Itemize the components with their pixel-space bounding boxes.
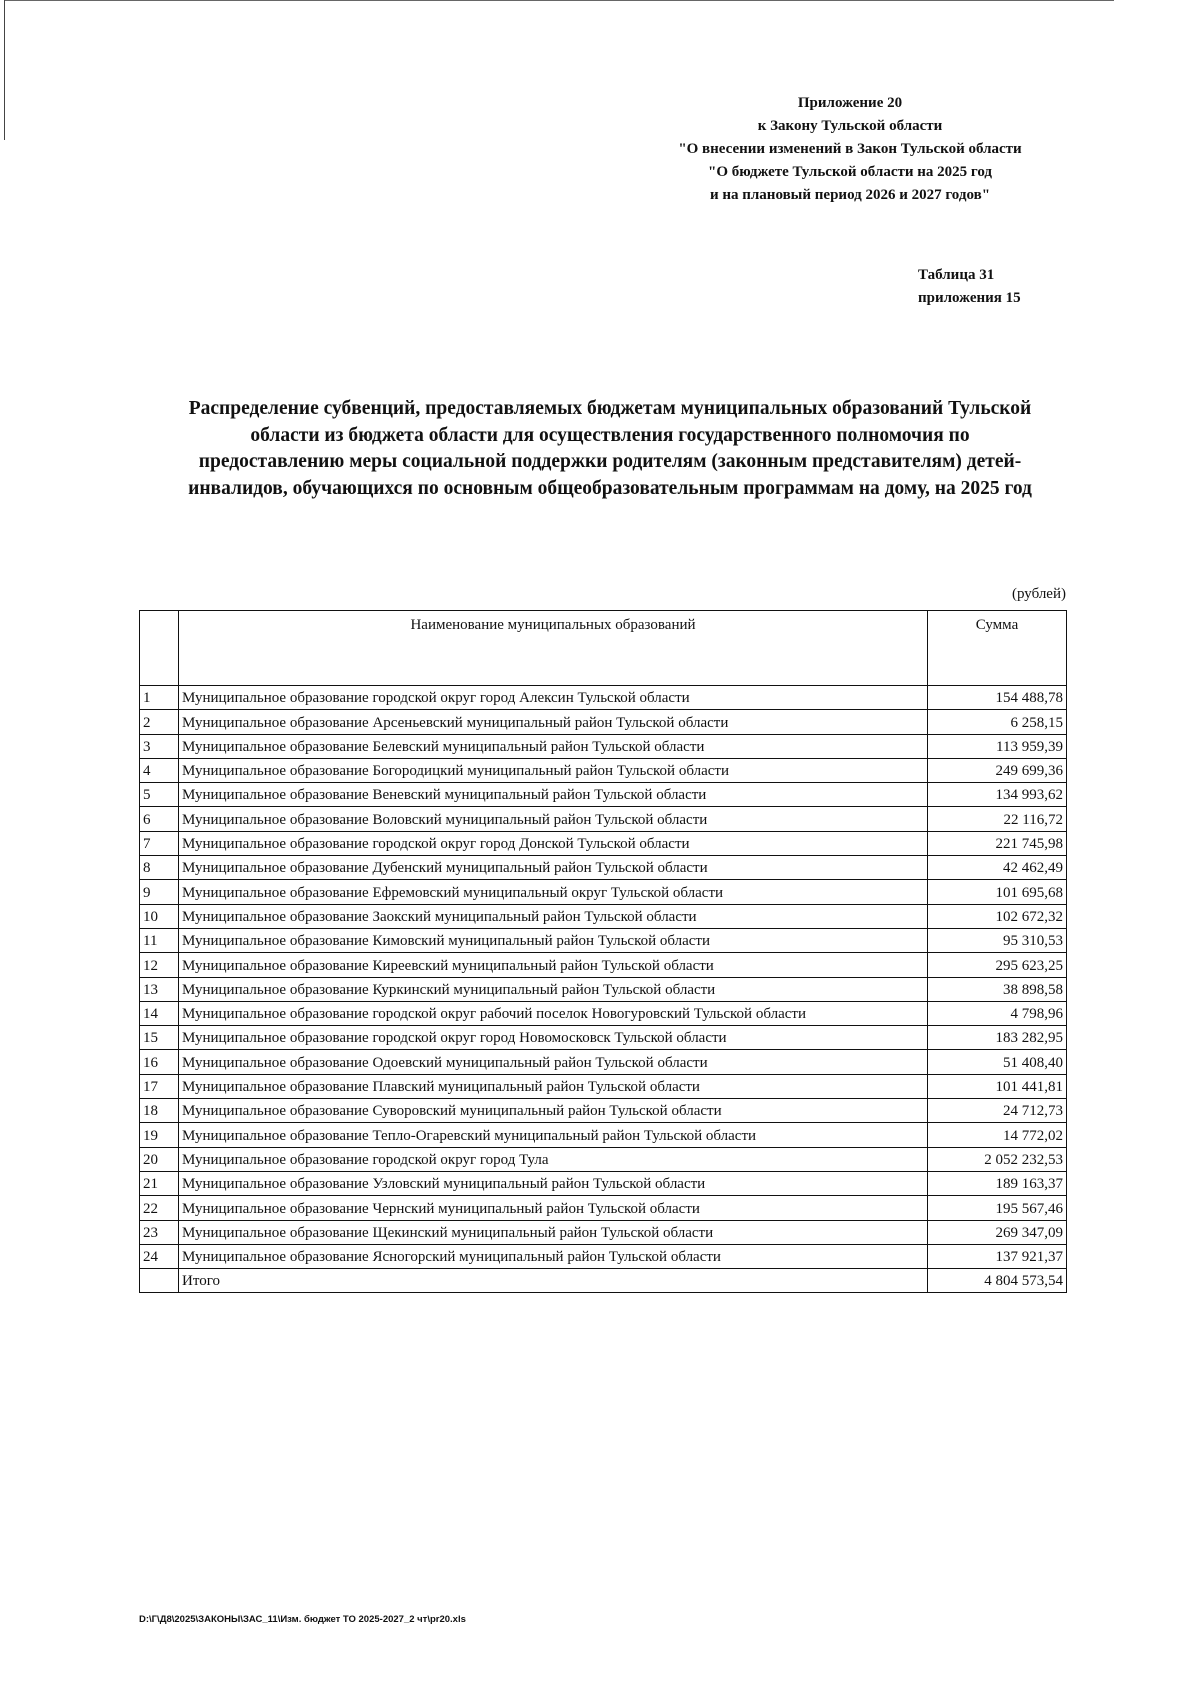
table-row xyxy=(140,1099,1067,1123)
table-row xyxy=(140,734,1067,758)
table-row xyxy=(140,831,1067,855)
table-row xyxy=(140,1123,1067,1147)
row-sum: 113 959,39 xyxy=(928,734,1067,758)
row-name: Муниципальное образование Белевский муниципальный район Тульской области xyxy=(179,734,928,758)
row-num: 13 xyxy=(140,977,179,1001)
row-name: Муниципальное образование Дубенский муниципальный район Тульской области xyxy=(179,856,928,880)
appendix-line: и на плановый период 2026 и 2027 годов" xyxy=(709,187,991,203)
table-row xyxy=(140,880,1067,904)
table-row xyxy=(140,807,1067,831)
table-row xyxy=(140,1147,1067,1171)
row-name: Муниципальное образование Узловский муниципальный район Тульской области xyxy=(179,1171,928,1195)
row-sum: 101 441,81 xyxy=(928,1074,1067,1098)
header-name: Наименование муниципальных образований xyxy=(179,611,928,686)
row-name: Муниципальное образование Суворовский муниципальный район Тульской области xyxy=(179,1099,928,1123)
row-sum: 14 772,02 xyxy=(928,1123,1067,1147)
row-num: 14 xyxy=(140,1001,179,1025)
total-num xyxy=(140,1269,179,1293)
appendix-line: "О бюджете Тульской области на 2025 год xyxy=(708,164,992,180)
table-header-row xyxy=(140,611,1067,686)
row-sum: 51 408,40 xyxy=(928,1050,1067,1074)
row-sum: 295 623,25 xyxy=(928,953,1067,977)
table-row xyxy=(140,710,1067,734)
row-name: Муниципальное образование Киреевский муниципальный район Тульской области xyxy=(179,953,928,977)
row-name: Муниципальное образование Щекинский муниципальный район Тульской области xyxy=(179,1220,928,1244)
row-sum: 101 695,68 xyxy=(928,880,1067,904)
row-name: Муниципальное образование Богородицкий муниципальный район Тульской области xyxy=(179,758,928,782)
row-num: 9 xyxy=(140,880,179,904)
row-num: 10 xyxy=(140,904,179,928)
document-title xyxy=(140,396,1080,502)
row-num: 17 xyxy=(140,1074,179,1098)
row-sum: 195 567,46 xyxy=(928,1196,1067,1220)
appendix-line: "О внесении изменений в Закон Тульской области xyxy=(678,141,1022,157)
header-num xyxy=(140,611,179,686)
row-num: 8 xyxy=(140,856,179,880)
row-sum: 221 745,98 xyxy=(928,831,1067,855)
total-sum: 4 804 573,54 xyxy=(928,1269,1067,1293)
row-num: 21 xyxy=(140,1171,179,1195)
table-reference xyxy=(918,264,1021,310)
table-row xyxy=(140,977,1067,1001)
total-label: Итого xyxy=(179,1269,928,1293)
row-sum: 134 993,62 xyxy=(928,783,1067,807)
table-row xyxy=(140,953,1067,977)
table-row xyxy=(140,783,1067,807)
row-name: Муниципальное образование Чернский муниципальный район Тульской области xyxy=(179,1196,928,1220)
row-name: Муниципальное образование Куркинский муниципальный район Тульской области xyxy=(179,977,928,1001)
row-sum: 137 921,37 xyxy=(928,1244,1067,1268)
page-edge-top xyxy=(4,0,1114,1)
row-name: Муниципальное образование Одоевский муниципальный район Тульской области xyxy=(179,1050,928,1074)
row-num: 15 xyxy=(140,1026,179,1050)
row-num: 16 xyxy=(140,1050,179,1074)
row-name: Муниципальное образование городской округ рабочий поселок Новогуровский Тульской области xyxy=(179,1001,928,1025)
distribution-table xyxy=(139,610,1067,1293)
row-name: Муниципальное образование Веневский муниципальный район Тульской области xyxy=(179,783,928,807)
table-row xyxy=(140,1196,1067,1220)
row-num: 19 xyxy=(140,1123,179,1147)
row-sum: 154 488,78 xyxy=(928,686,1067,710)
table-total-row xyxy=(140,1269,1067,1293)
row-sum: 269 347,09 xyxy=(928,1220,1067,1244)
row-num: 11 xyxy=(140,928,179,952)
row-name: Муниципальное образование городской округ город Алексин Тульской области xyxy=(179,686,928,710)
table-row xyxy=(140,1220,1067,1244)
table-row xyxy=(140,1026,1067,1050)
table-row xyxy=(140,1001,1067,1025)
row-sum: 102 672,32 xyxy=(928,904,1067,928)
row-sum: 189 163,37 xyxy=(928,1171,1067,1195)
table-row xyxy=(140,1050,1067,1074)
row-sum: 2 052 232,53 xyxy=(928,1147,1067,1171)
row-sum: 22 116,72 xyxy=(928,807,1067,831)
row-sum: 95 310,53 xyxy=(928,928,1067,952)
table-row xyxy=(140,1244,1067,1268)
appendix-header xyxy=(640,92,1060,207)
table-row xyxy=(140,904,1067,928)
row-sum: 6 258,15 xyxy=(928,710,1067,734)
row-num: 2 xyxy=(140,710,179,734)
table-row xyxy=(140,1074,1067,1098)
row-sum: 42 462,49 xyxy=(928,856,1067,880)
row-num: 20 xyxy=(140,1147,179,1171)
table-ref-line: Таблица 31 xyxy=(918,267,995,283)
table-row xyxy=(140,758,1067,782)
row-num: 24 xyxy=(140,1244,179,1268)
row-sum: 183 282,95 xyxy=(928,1026,1067,1050)
row-sum: 249 699,36 xyxy=(928,758,1067,782)
row-num: 3 xyxy=(140,734,179,758)
row-name: Муниципальное образование Плавский муниципальный район Тульской области xyxy=(179,1074,928,1098)
row-sum: 24 712,73 xyxy=(928,1099,1067,1123)
row-num: 12 xyxy=(140,953,179,977)
appendix-line: Приложение 20 xyxy=(797,95,903,111)
row-num: 5 xyxy=(140,783,179,807)
row-name: Муниципальное образование городской округ город Тула xyxy=(179,1147,928,1171)
row-num: 18 xyxy=(140,1099,179,1123)
title-line: области из бюджета области для осуществления государственного полномочия по xyxy=(250,424,970,446)
row-name: Муниципальное образование Кимовский муниципальный район Тульской области xyxy=(179,928,928,952)
header-sum: Сумма xyxy=(928,611,1067,686)
title-line: инвалидов, обучающихся по основным общеобразовательным программам на дому, на 2025 год xyxy=(188,477,1032,499)
row-name: Муниципальное образование Тепло-Огаревский муниципальный район Тульской области xyxy=(179,1123,928,1147)
table-row xyxy=(140,686,1067,710)
row-num: 1 xyxy=(140,686,179,710)
row-name: Муниципальное образование городской округ город Донской Тульской области xyxy=(179,831,928,855)
appendix-line: к Закону Тульской области xyxy=(757,118,943,134)
row-num: 4 xyxy=(140,758,179,782)
page-edge-left xyxy=(4,0,5,140)
row-name: Муниципальное образование Воловский муниципальный район Тульской области xyxy=(179,807,928,831)
table-row xyxy=(140,1171,1067,1195)
title-line: Распределение субвенций, предоставляемых бюджетам муниципальных образований Тульской xyxy=(188,398,1032,419)
row-num: 7 xyxy=(140,831,179,855)
table-ref-line: приложения 15 xyxy=(918,290,1021,306)
unit-label: (рублей) xyxy=(1011,586,1066,602)
row-num: 22 xyxy=(140,1196,179,1220)
table-row xyxy=(140,928,1067,952)
row-num: 23 xyxy=(140,1220,179,1244)
row-sum: 4 798,96 xyxy=(928,1001,1067,1025)
row-sum: 38 898,58 xyxy=(928,977,1067,1001)
row-name: Муниципальное образование городской округ город Новомосковск Тульской области xyxy=(179,1026,928,1050)
row-name: Муниципальное образование Заокский муниципальный район Тульской области xyxy=(179,904,928,928)
title-line: предоставлению меры социальной поддержки родителям (законным представителям) детей- xyxy=(198,451,1022,472)
table-row xyxy=(140,856,1067,880)
row-num: 6 xyxy=(140,807,179,831)
file-path-footer: D:\Г\Д8\2025\ЗАКОНЫ\ЗАС_11\Изм. бюджет ТО 2025-2027_2 чт\pr20.xls xyxy=(139,1614,466,1625)
row-name: Муниципальное образование Ясногорский муниципальный район Тульской области xyxy=(179,1244,928,1268)
row-name: Муниципальное образование Ефремовский муниципальный округ Тульской области xyxy=(179,880,928,904)
row-name: Муниципальное образование Арсеньевский муниципальный район Тульской области xyxy=(179,710,928,734)
